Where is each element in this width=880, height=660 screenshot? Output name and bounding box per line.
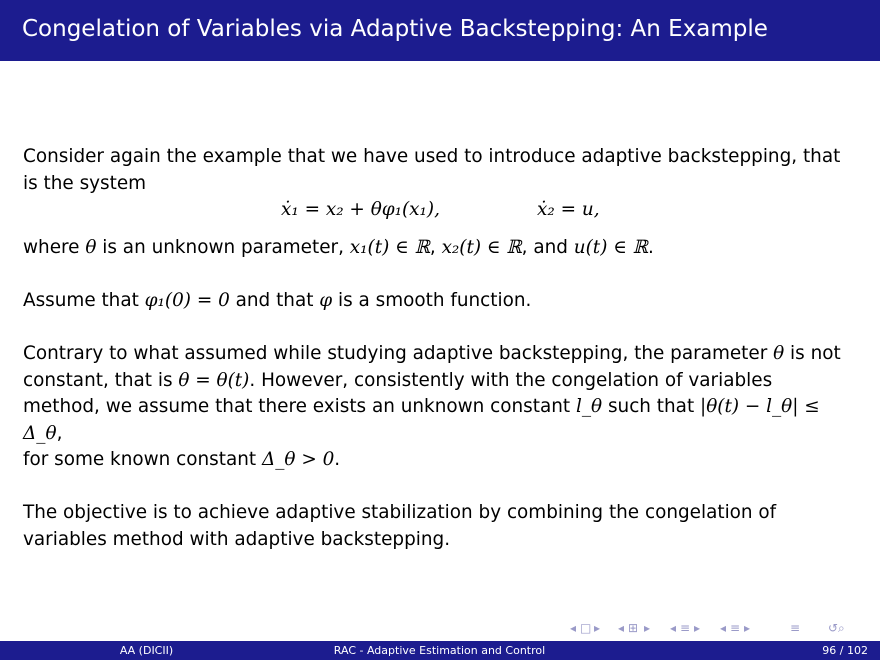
paragraph-assume	[23, 288, 853, 315]
bound-inequality: |θ(t) − l_θ| ≤ Δ_θ	[23, 396, 820, 444]
paragraph-contrary	[23, 341, 853, 474]
footer-author: AA (DICII)	[0, 641, 293, 660]
u-domain: u(t) ∈ ℝ	[573, 237, 648, 258]
theta-symbol: θ	[85, 237, 97, 258]
title-bar	[0, 0, 880, 61]
nav-prev-section2-icon[interactable]: ◂	[720, 621, 727, 635]
contrary-line-3: method, we assume that there exists an unknown constant	[23, 396, 576, 417]
paragraph-where	[23, 235, 853, 262]
assume-text-3: is a smooth function.	[332, 290, 532, 311]
system-equation	[23, 197, 853, 235]
l-theta: l_θ	[575, 396, 603, 417]
nav-prev-subsection-icon[interactable]: ◂	[618, 621, 625, 635]
phi1-zero: φ₁(0) = 0	[144, 290, 230, 311]
nav-next-section2-icon[interactable]: ▸	[744, 621, 751, 635]
footer-page-box	[586, 641, 880, 660]
contrary-line-3-mid: such that	[602, 396, 700, 417]
paragraph-intro	[23, 144, 853, 197]
nav-next-frame-icon[interactable]: ▸	[594, 621, 601, 635]
footer-course: RAC - Adaptive Estimation and Control	[293, 641, 586, 660]
contrary-line-1: Contrary to what assumed while studying adaptive backstepping, the parameter	[23, 343, 774, 364]
contrary-line-2-end: . However, consistently with the congelation of variables	[249, 369, 773, 391]
objective-line-1: The objective is to achieve adaptive stabilization by combining the congelation of	[23, 502, 777, 523]
nav-section2-icon[interactable]: ≡	[730, 621, 741, 635]
separator-and: , and	[521, 237, 574, 258]
x1-domain: x₁(t) ∈ ℝ	[349, 237, 430, 258]
nav-next-subsection-icon[interactable]: ▸	[644, 621, 651, 635]
where-text: where	[23, 237, 86, 258]
intro-line-1: Consider again the example that we have used to introduce adaptive backstepping, that	[23, 146, 841, 167]
nav-subsection-icon[interactable]: ⊞	[628, 621, 639, 635]
footer-bar	[0, 641, 880, 660]
nav-frame-icon[interactable]: □	[580, 621, 592, 635]
nav-menu-icon[interactable]: ≡	[790, 621, 801, 635]
nav-prev-section-icon[interactable]: ◂	[670, 621, 677, 635]
contrary-line-2: constant, that is	[23, 369, 179, 391]
nav-search-icon[interactable]: ↺⌕	[828, 621, 845, 635]
contrary-line-4-end: .	[334, 449, 341, 470]
separator: ,	[429, 237, 442, 258]
slide-title: Congelation of Variables via Adaptive Backstepping: An Example	[22, 16, 768, 42]
where-text-2: is an unknown parameter,	[96, 237, 350, 258]
nav-prev-frame-icon[interactable]: ◂	[570, 621, 577, 635]
objective-line-2: variables method with adaptive backstepping.	[23, 528, 451, 550]
contrary-line-4: for some known constant	[23, 449, 262, 470]
equation-x2-dot: ẋ₂ = u,	[537, 199, 600, 220]
paragraph-objective	[23, 500, 853, 553]
nav-section-icon[interactable]: ≡	[680, 621, 691, 635]
delta-theta-positive: Δ_θ > 0	[261, 449, 335, 470]
footer-page-number: 96 / 102	[822, 644, 868, 657]
assume-text: Assume that	[23, 290, 145, 311]
slide-content	[23, 144, 853, 553]
x2-domain: x₂(t) ∈ ℝ	[441, 237, 522, 258]
nav-next-section-icon[interactable]: ▸	[694, 621, 701, 635]
equation-x1-dot: ẋ₁ = x₂ + θφ₁(x₁),	[281, 199, 440, 220]
beamer-navigation	[570, 621, 870, 637]
period: .	[647, 237, 654, 258]
contrary-line-3-end: ,	[56, 422, 63, 444]
theta-symbol-2: θ	[773, 343, 785, 364]
phi-symbol: φ	[319, 290, 333, 311]
intro-line-2: is the system	[23, 172, 147, 194]
contrary-line-1-end: is not	[784, 343, 841, 364]
assume-text-2: and that	[229, 290, 320, 311]
theta-of-t: θ = θ(t)	[178, 369, 250, 391]
